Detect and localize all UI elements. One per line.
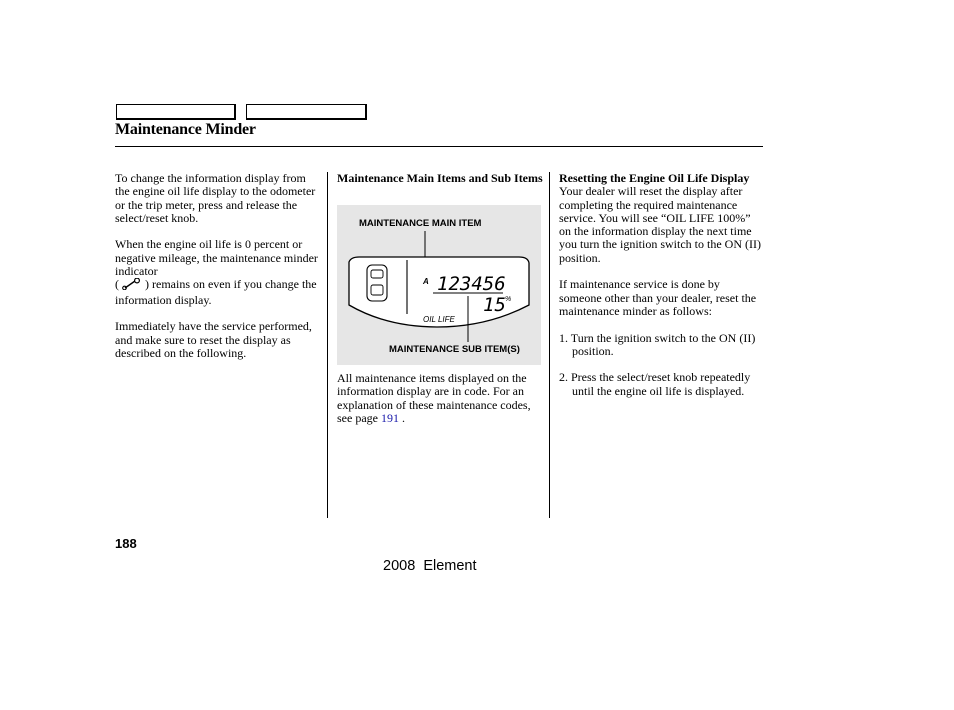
odometer-readout: 123456 — [437, 273, 506, 295]
col1-paragraph-2a: When the engine oil life is 0 percent or negative mileage, the maintenance minder indicator — [115, 237, 318, 279]
header-tab-1 — [116, 104, 236, 120]
header-tab-2 — [246, 104, 367, 120]
column-divider-1 — [327, 172, 328, 518]
col1-paragraph-1: To change the information display from the engine oil life display to the odometer or the trip meter, press and release the select/reset knob. — [115, 171, 316, 225]
col3-step-2: 2. Press the select/reset knob repeatedly until the engine oil life is displayed. — [559, 370, 751, 398]
figure-label-sub: MAINTENANCE SUB ITEM(S) — [389, 344, 520, 355]
column-1 — [115, 172, 323, 373]
col3-step-1: 1. Turn the ignition switch to the ON (II) position. — [559, 330, 756, 358]
title-rule — [115, 146, 763, 147]
page-number: 188 — [115, 536, 137, 551]
oil-life-label: OIL LIFE — [423, 315, 455, 324]
page-title: Maintenance Minder — [115, 121, 256, 138]
column-divider-2 — [549, 172, 550, 518]
col1-paragraph-2b: ) remains on even if you change the information display. — [115, 277, 317, 307]
page-link[interactable]: 191 — [380, 410, 399, 425]
column-3 — [559, 172, 765, 411]
col1-paren-open: ( — [115, 277, 119, 292]
code-letter: A — [423, 277, 429, 286]
oil-life-percent: 15 — [483, 294, 506, 316]
col3-paragraph-1: Your dealer will reset the display after completing the required maintenance service. You will see “OIL LIFE 100%” on the information display the next time you turn the ignition switch to the ON (II) position. — [559, 184, 761, 265]
col3-heading: Resetting the Engine Oil Life Display — [559, 171, 750, 185]
figure-label-main: MAINTENANCE MAIN ITEM — [359, 218, 482, 229]
col2-heading: Maintenance Main Items and Sub Items — [337, 171, 543, 185]
footer-model: 2008 Element — [383, 558, 477, 574]
percent-sign: % — [505, 296, 512, 303]
col3-paragraph-2: If maintenance service is done by someone other than your dealer, reset the maintenance minder as follows: — [559, 277, 757, 318]
column-2 — [337, 172, 543, 185]
wrench-icon — [122, 278, 142, 293]
col2-paragraph-1: All maintenance items displayed on the information display are in code. For an explanation of these maintenance codes, see page 191 . — [337, 371, 531, 425]
col1-paragraph-2 — [115, 238, 323, 306]
display-figure — [337, 205, 541, 365]
col1-paragraph-3: Immediately have the service performed, and make sure to reset the display as described on the following. — [115, 319, 312, 360]
col2-text — [337, 372, 543, 438]
